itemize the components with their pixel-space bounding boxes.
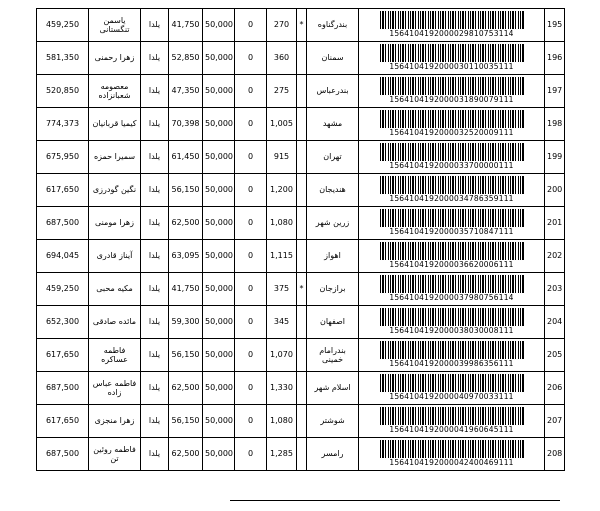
- cell-weight: 1,070: [267, 339, 297, 372]
- cell-recipient-name: سمیرا حمزه: [89, 141, 141, 174]
- cell-total: 675,950: [37, 141, 89, 174]
- table-row: [37, 108, 565, 141]
- cell-row-number: 199: [545, 141, 565, 174]
- cell-kind: یلدا: [141, 141, 169, 174]
- cell-amount: 52,850: [169, 42, 203, 75]
- cell-fee: 50,000: [203, 207, 235, 240]
- footer-edge: [230, 500, 560, 511]
- cell-recipient-name: فاطمه عساکره: [89, 339, 141, 372]
- table-row: [37, 9, 565, 42]
- cell-total: 694,045: [37, 240, 89, 273]
- cell-weight: 1,330: [267, 372, 297, 405]
- cell-city: بندرگناوه: [307, 9, 359, 42]
- cell-discount: 0: [235, 9, 267, 42]
- barcode-number: 1564104192000030110035111: [389, 62, 514, 72]
- cell-mark: [297, 108, 307, 141]
- cell-fee: 50,000: [203, 174, 235, 207]
- cell-discount: 0: [235, 339, 267, 372]
- cell-barcode: [359, 141, 545, 174]
- cell-weight: 1,080: [267, 405, 297, 438]
- cell-total: 652,300: [37, 306, 89, 339]
- cell-mark: [297, 240, 307, 273]
- cell-amount: 56,150: [169, 339, 203, 372]
- barcode-image: [380, 176, 524, 194]
- barcode-image: [380, 275, 524, 293]
- cell-row-number: 200: [545, 174, 565, 207]
- cell-amount: 62,500: [169, 438, 203, 471]
- cell-recipient-name: نگین گودرزی: [89, 174, 141, 207]
- table-row: [37, 42, 565, 75]
- cell-row-number: 198: [545, 108, 565, 141]
- cell-row-number: 197: [545, 75, 565, 108]
- barcode-image: [380, 308, 524, 326]
- cell-weight: 360: [267, 42, 297, 75]
- cell-mark: [297, 42, 307, 75]
- barcode-number: 1564104192000029810753114: [389, 29, 514, 39]
- cell-row-number: 202: [545, 240, 565, 273]
- cell-barcode: [359, 273, 545, 306]
- cell-row-number: 204: [545, 306, 565, 339]
- cell-mark: [297, 141, 307, 174]
- cell-kind: یلدا: [141, 174, 169, 207]
- cell-fee: 50,000: [203, 273, 235, 306]
- cell-kind: یلدا: [141, 273, 169, 306]
- table-row: [37, 306, 565, 339]
- shipment-table: [36, 8, 565, 471]
- table-row: [37, 141, 565, 174]
- cell-recipient-name: زهرا مومنی: [89, 207, 141, 240]
- cell-mark: [297, 339, 307, 372]
- cell-discount: 0: [235, 372, 267, 405]
- cell-fee: 50,000: [203, 9, 235, 42]
- cell-weight: 270: [267, 9, 297, 42]
- cell-total: 617,650: [37, 339, 89, 372]
- cell-city: سمنان: [307, 42, 359, 75]
- cell-barcode: [359, 207, 545, 240]
- barcode-image: [380, 44, 524, 62]
- cell-barcode: [359, 306, 545, 339]
- cell-barcode: [359, 240, 545, 273]
- cell-total: 459,250: [37, 273, 89, 306]
- cell-amount: 62,500: [169, 372, 203, 405]
- cell-weight: 1,005: [267, 108, 297, 141]
- cell-city: بندرعباس: [307, 75, 359, 108]
- cell-recipient-name: آیناز قادری: [89, 240, 141, 273]
- cell-kind: یلدا: [141, 339, 169, 372]
- cell-kind: یلدا: [141, 438, 169, 471]
- cell-amount: 47,350: [169, 75, 203, 108]
- cell-row-number: 196: [545, 42, 565, 75]
- cell-mark: *: [297, 9, 307, 42]
- cell-amount: 61,450: [169, 141, 203, 174]
- barcode-image: [380, 341, 524, 359]
- cell-recipient-name: معصومه شعبانزاده: [89, 75, 141, 108]
- cell-kind: یلدا: [141, 207, 169, 240]
- cell-weight: 1,080: [267, 207, 297, 240]
- cell-discount: 0: [235, 273, 267, 306]
- cell-kind: یلدا: [141, 9, 169, 42]
- cell-barcode: [359, 372, 545, 405]
- cell-row-number: 206: [545, 372, 565, 405]
- cell-fee: 50,000: [203, 306, 235, 339]
- cell-barcode: [359, 9, 545, 42]
- table-row: [37, 174, 565, 207]
- table-row: [37, 207, 565, 240]
- cell-kind: یلدا: [141, 405, 169, 438]
- barcode-number: 1564104192000035710847111: [389, 227, 514, 237]
- barcode-image: [380, 440, 524, 458]
- cell-fee: 50,000: [203, 240, 235, 273]
- cell-barcode: [359, 42, 545, 75]
- cell-total: 687,500: [37, 372, 89, 405]
- cell-discount: 0: [235, 438, 267, 471]
- barcode-number: 1564104192000038030008111: [389, 326, 514, 336]
- cell-city: بندرامام خمینی: [307, 339, 359, 372]
- barcode-number: 1564104192000033700000111: [389, 161, 514, 171]
- cell-weight: 915: [267, 141, 297, 174]
- cell-mark: [297, 207, 307, 240]
- cell-fee: 50,000: [203, 438, 235, 471]
- cell-mark: [297, 174, 307, 207]
- cell-city: تهران: [307, 141, 359, 174]
- cell-city: برازجان: [307, 273, 359, 306]
- cell-discount: 0: [235, 207, 267, 240]
- cell-amount: 59,300: [169, 306, 203, 339]
- cell-mark: *: [297, 273, 307, 306]
- cell-row-number: 205: [545, 339, 565, 372]
- cell-discount: 0: [235, 108, 267, 141]
- cell-discount: 0: [235, 75, 267, 108]
- cell-amount: 63,095: [169, 240, 203, 273]
- cell-total: 687,500: [37, 207, 89, 240]
- table-row: [37, 339, 565, 372]
- cell-amount: 41,750: [169, 9, 203, 42]
- barcode-number: 1564104192000031890079111: [389, 95, 514, 105]
- cell-amount: 62,500: [169, 207, 203, 240]
- cell-mark: [297, 438, 307, 471]
- cell-city: هندیجان: [307, 174, 359, 207]
- cell-row-number: 207: [545, 405, 565, 438]
- table-row: [37, 273, 565, 306]
- cell-amount: 70,398: [169, 108, 203, 141]
- table-row: [37, 372, 565, 405]
- cell-city: زرین شهر: [307, 207, 359, 240]
- barcode-number: 1564104192000037980756114: [389, 293, 514, 303]
- cell-total: 687,500: [37, 438, 89, 471]
- cell-discount: 0: [235, 405, 267, 438]
- cell-city: اسلام شهر: [307, 372, 359, 405]
- cell-discount: 0: [235, 306, 267, 339]
- cell-recipient-name: کیمیا قربانیان: [89, 108, 141, 141]
- table-row: [37, 405, 565, 438]
- cell-total: 459,250: [37, 9, 89, 42]
- cell-fee: 50,000: [203, 141, 235, 174]
- cell-amount: 56,150: [169, 405, 203, 438]
- cell-amount: 56,150: [169, 174, 203, 207]
- cell-row-number: 201: [545, 207, 565, 240]
- table-row: [37, 438, 565, 471]
- cell-fee: 50,000: [203, 372, 235, 405]
- table-row: [37, 75, 565, 108]
- cell-kind: یلدا: [141, 42, 169, 75]
- cell-kind: یلدا: [141, 306, 169, 339]
- barcode-image: [380, 110, 524, 128]
- cell-kind: یلدا: [141, 108, 169, 141]
- cell-total: 774,373: [37, 108, 89, 141]
- cell-barcode: [359, 339, 545, 372]
- barcode-image: [380, 77, 524, 95]
- cell-weight: 1,200: [267, 174, 297, 207]
- barcode-image: [380, 374, 524, 392]
- cell-fee: 50,000: [203, 42, 235, 75]
- cell-total: 617,650: [37, 174, 89, 207]
- barcode-number: 1564104192000036620006111: [389, 260, 514, 270]
- barcode-number: 1564104192000034786359111: [389, 194, 514, 204]
- cell-mark: [297, 75, 307, 108]
- cell-fee: 50,000: [203, 75, 235, 108]
- cell-kind: یلدا: [141, 372, 169, 405]
- barcode-image: [380, 407, 524, 425]
- cell-city: اهواز: [307, 240, 359, 273]
- cell-city: شوشتر: [307, 405, 359, 438]
- barcode-number: 1564104192000039986356111: [389, 359, 514, 369]
- cell-amount: 41,750: [169, 273, 203, 306]
- cell-recipient-name: مکیه محبی: [89, 273, 141, 306]
- cell-total: 520,850: [37, 75, 89, 108]
- cell-city: رامسر: [307, 438, 359, 471]
- cell-city: اصفهان: [307, 306, 359, 339]
- cell-weight: 345: [267, 306, 297, 339]
- cell-weight: 275: [267, 75, 297, 108]
- cell-barcode: [359, 438, 545, 471]
- barcode-number: 1564104192000042400469111: [389, 458, 514, 468]
- cell-recipient-name: فاطمه عباس زاده: [89, 372, 141, 405]
- cell-fee: 50,000: [203, 108, 235, 141]
- cell-weight: 1,285: [267, 438, 297, 471]
- cell-discount: 0: [235, 240, 267, 273]
- barcode-image: [380, 143, 524, 161]
- barcode-number: 1564104192000041960645111: [389, 425, 514, 435]
- cell-recipient-name: مائده صادقی: [89, 306, 141, 339]
- cell-barcode: [359, 75, 545, 108]
- cell-discount: 0: [235, 141, 267, 174]
- cell-total: 617,650: [37, 405, 89, 438]
- cell-fee: 50,000: [203, 405, 235, 438]
- cell-weight: 375: [267, 273, 297, 306]
- cell-city: مشهد: [307, 108, 359, 141]
- cell-recipient-name: فاطمه روئین تن: [89, 438, 141, 471]
- cell-kind: یلدا: [141, 240, 169, 273]
- cell-mark: [297, 306, 307, 339]
- barcode-image: [380, 209, 524, 227]
- cell-mark: [297, 405, 307, 438]
- cell-recipient-name: زهرا رحمنی: [89, 42, 141, 75]
- cell-recipient-name: یاسمن تنگستانی: [89, 9, 141, 42]
- cell-fee: 50,000: [203, 339, 235, 372]
- cell-row-number: 208: [545, 438, 565, 471]
- cell-recipient-name: زهرا منجزی: [89, 405, 141, 438]
- table-row: [37, 240, 565, 273]
- cell-total: 581,350: [37, 42, 89, 75]
- cell-barcode: [359, 108, 545, 141]
- barcode-image: [380, 11, 524, 29]
- cell-row-number: 195: [545, 9, 565, 42]
- barcode-image: [380, 242, 524, 260]
- cell-discount: 0: [235, 174, 267, 207]
- cell-barcode: [359, 174, 545, 207]
- barcode-number: 1564104192000040970033111: [389, 392, 514, 402]
- cell-discount: 0: [235, 42, 267, 75]
- cell-barcode: [359, 405, 545, 438]
- barcode-number: 1564104192000032520009111: [389, 128, 514, 138]
- cell-row-number: 203: [545, 273, 565, 306]
- cell-weight: 1,115: [267, 240, 297, 273]
- cell-mark: [297, 372, 307, 405]
- cell-kind: یلدا: [141, 75, 169, 108]
